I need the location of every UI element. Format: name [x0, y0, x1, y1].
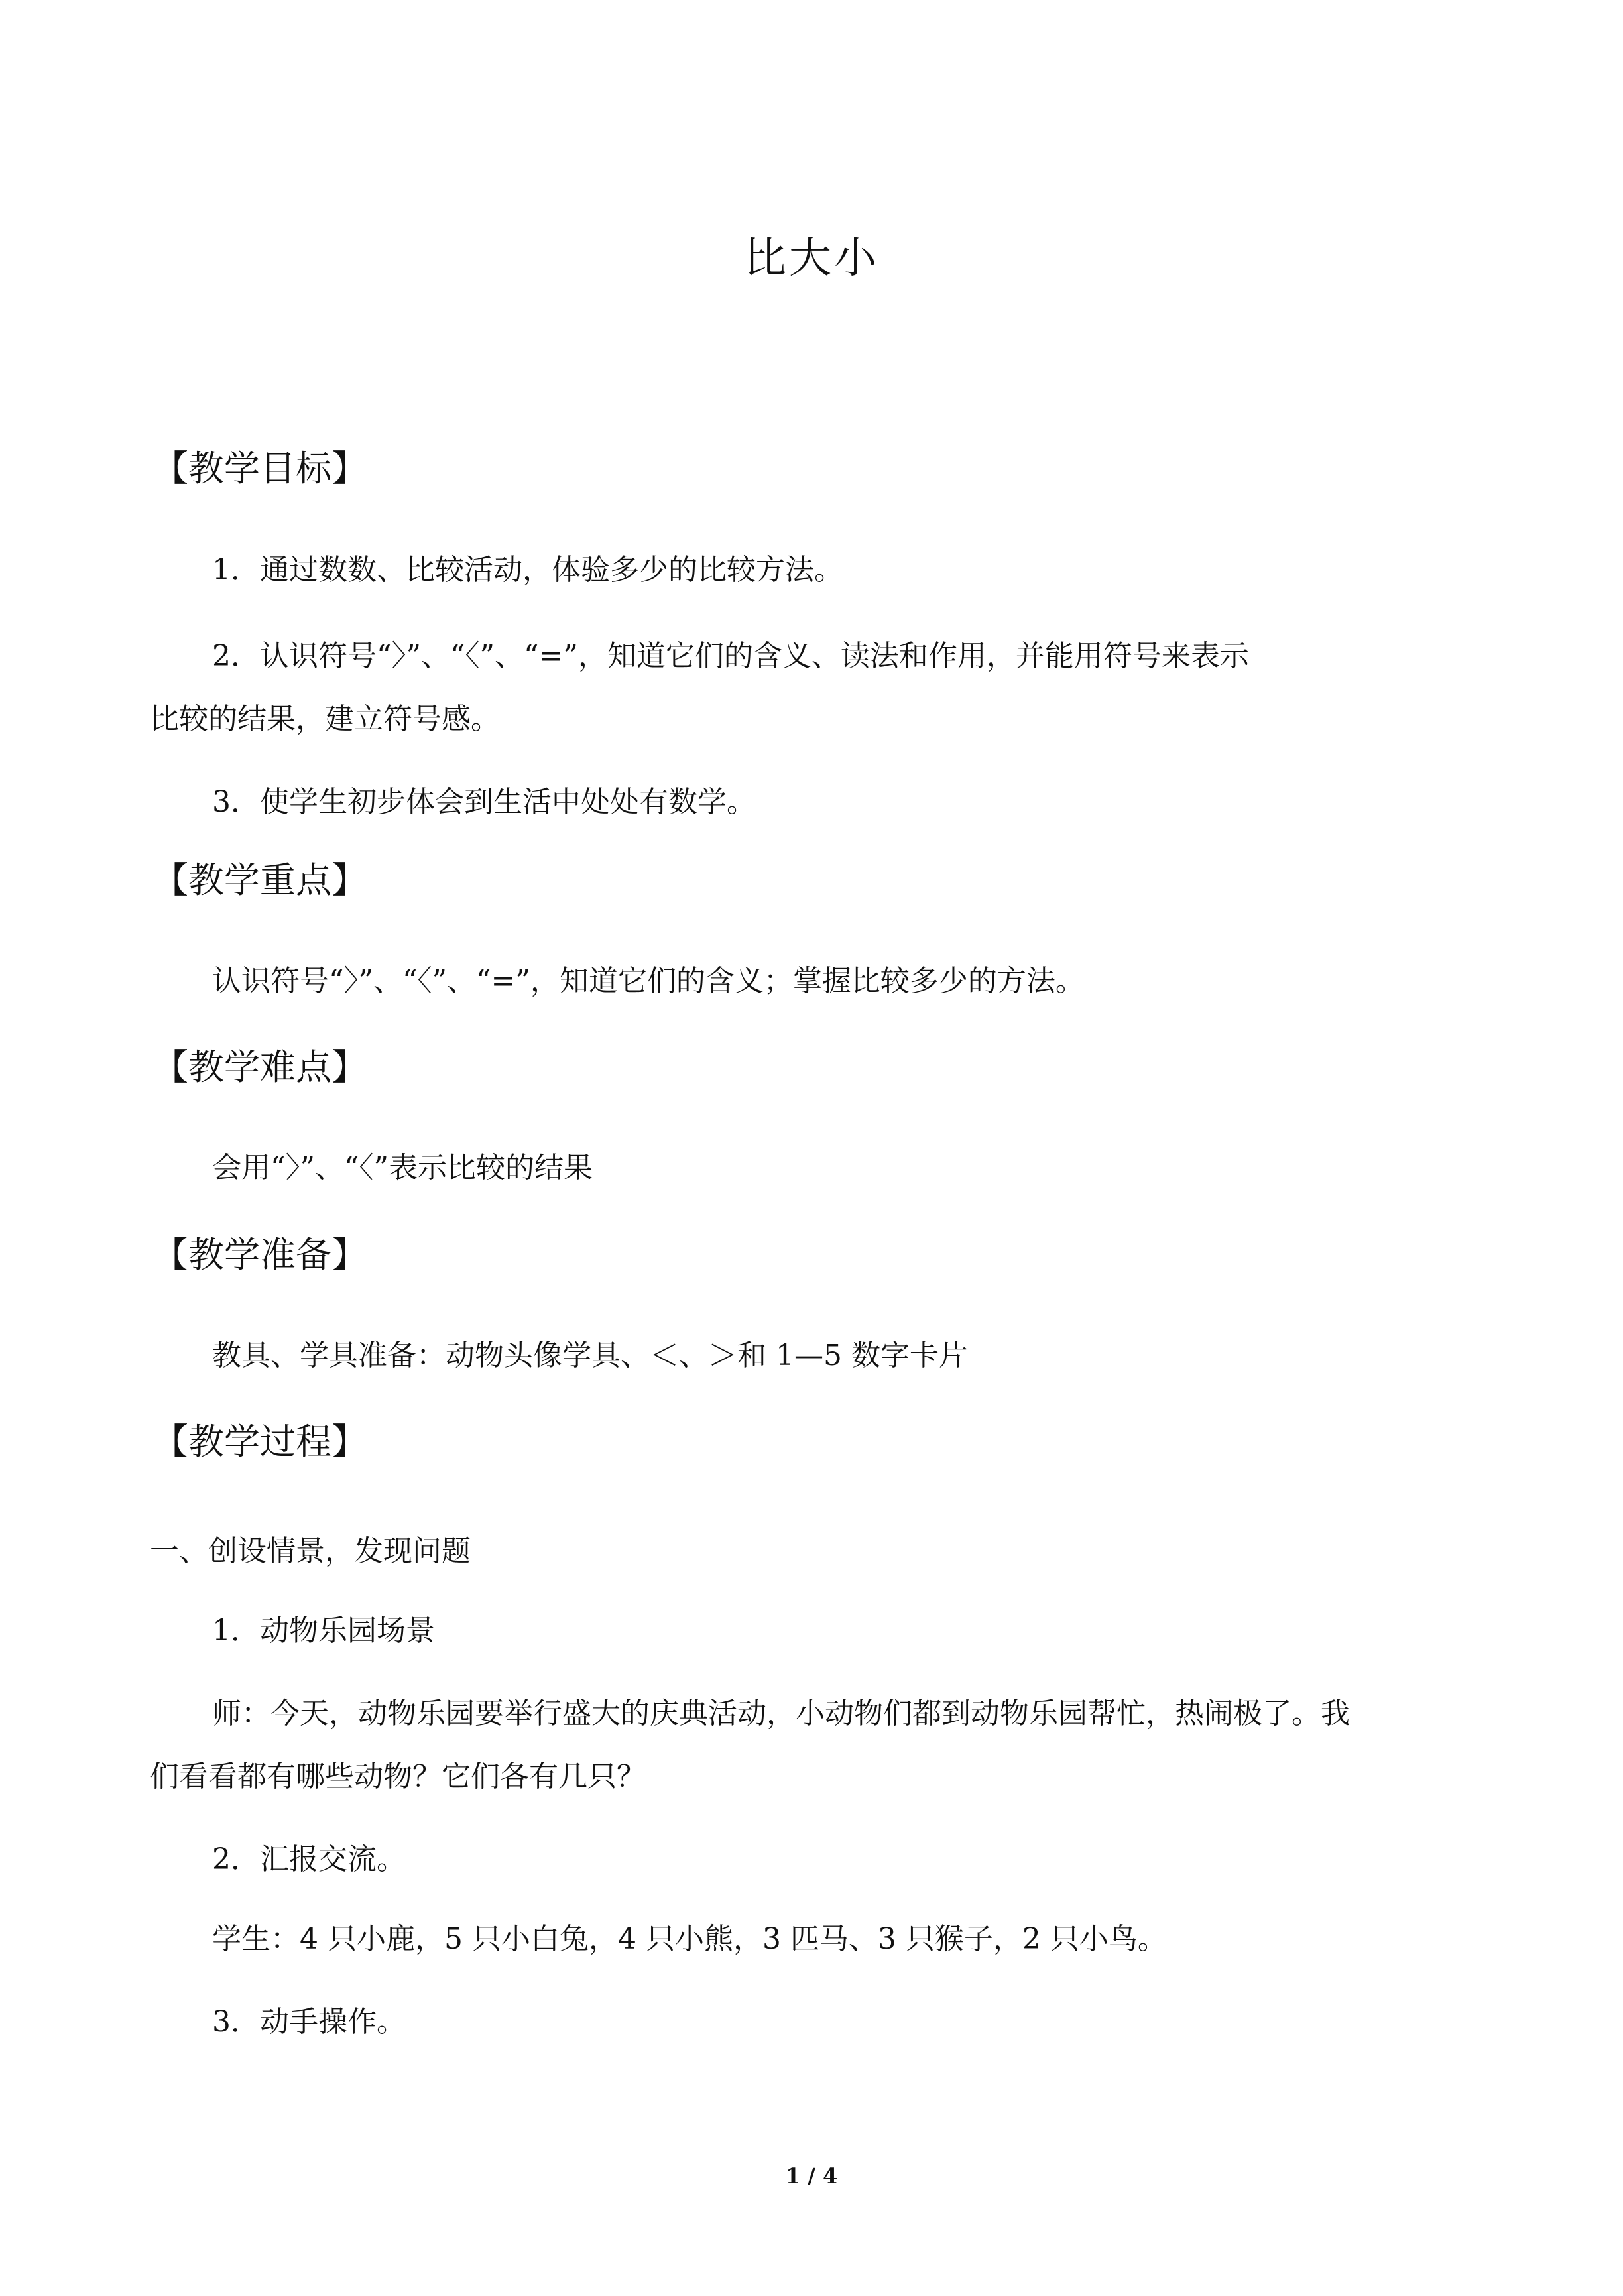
difficulties-text: 会用“〉”、“〈”表示比较的结果	[212, 1151, 593, 1185]
goal-item-2-continued: 比较的结果，建立符号感。	[150, 702, 500, 736]
goal-item-3: 3．使学生初步体会到生活中处处有数学。	[212, 785, 756, 819]
preparation-text: 教具、学具准备：动物头像学具、＜、＞和 1—5 数字卡片	[212, 1339, 968, 1372]
heading-process: 【教学过程】	[152, 1421, 367, 1463]
heading-teaching-goals: 【教学目标】	[152, 448, 367, 489]
page-title: 比大小	[744, 234, 879, 283]
teacher-line-2: 们看看都有哪些动物？它们各有几只？	[150, 1760, 646, 1793]
key-points-text: 认识符号“〉”、“〈”、“=”，知道它们的含义；掌握比较多少的方法。	[212, 964, 1085, 998]
process-step3: 3．动手操作。	[212, 2005, 406, 2039]
teacher-line-1: 师：今天，动物乐园要举行盛大的庆典活动，小动物们都到动物乐园帮忙，热闹极了。我	[212, 1697, 1350, 1730]
process-step2: 2．汇报交流。	[212, 1843, 406, 1876]
goal-item-1: 1．通过数数、比较活动，体验多少的比较方法。	[212, 553, 843, 587]
heading-preparation: 【教学准备】	[152, 1234, 367, 1276]
process-step1: 1．动物乐园场景	[212, 1614, 435, 1648]
goal-item-2: 2．认识符号“〉”、“〈”、“=”，知道它们的含义、读法和作用，并能用符号来表示	[212, 639, 1249, 673]
heading-key-points: 【教学重点】	[152, 859, 367, 901]
students-answer: 学生：4 只小鹿，5 只小白兔，4 只小熊，3 匹马、3 只猴子，2 只小鸟。	[212, 1922, 1167, 1956]
page-number: 1 / 4	[785, 2163, 838, 2189]
heading-difficulties: 【教学难点】	[152, 1046, 367, 1088]
process-part1-title: 一、创设情景，发现问题	[150, 1534, 471, 1568]
